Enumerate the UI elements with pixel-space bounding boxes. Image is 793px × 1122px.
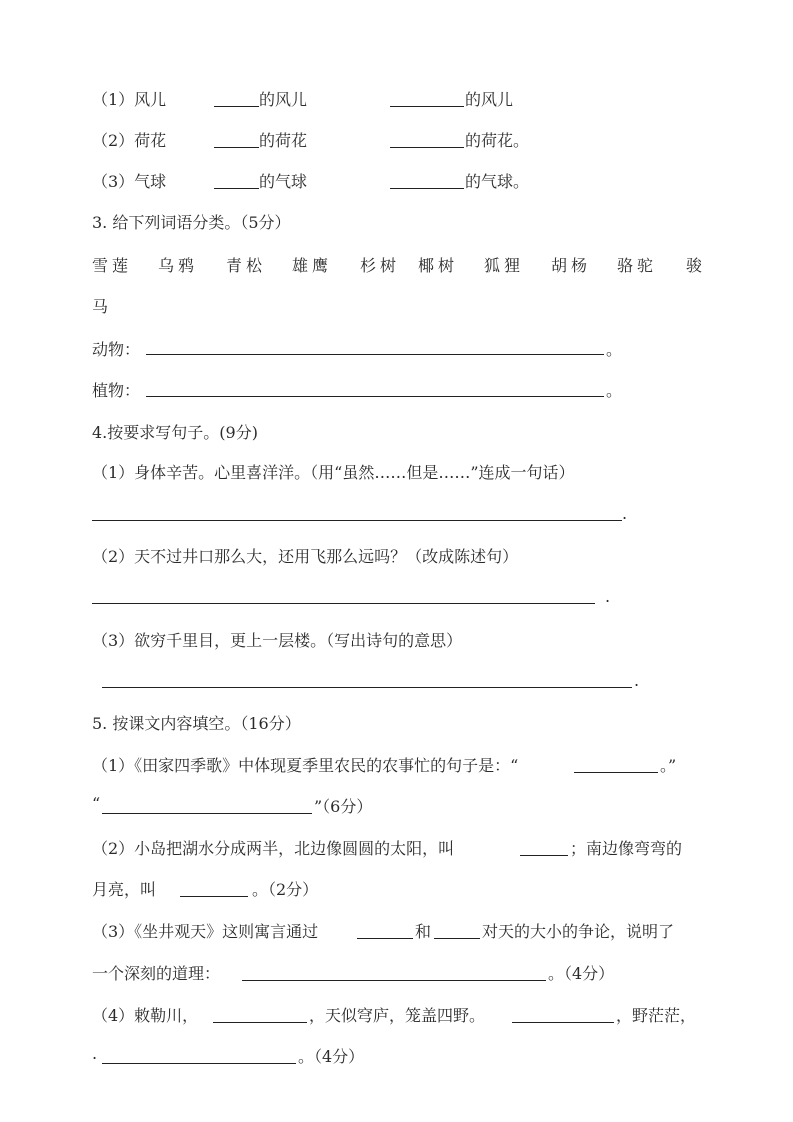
q5-text: ，野茫茫， <box>616 1006 697 1025</box>
q4-sentence-1: （1）身体辛苦。心里喜洋洋。（用“虽然……但是……”连成一句话） <box>92 463 575 482</box>
word-item: 骏 <box>686 256 707 275</box>
q4-answer-line-2[interactable] <box>92 583 595 604</box>
q4-heading: 4.按要求写句子。(9分) <box>92 423 258 442</box>
q2-item-text: 的荷花 <box>259 131 308 150</box>
answer-blank[interactable] <box>180 876 248 897</box>
q5-text: 月亮，叫 <box>92 880 157 899</box>
q2-item-text: 的气球 <box>259 172 308 191</box>
q5-text: 。（2分） <box>252 880 319 899</box>
answer-blank[interactable] <box>390 127 464 148</box>
dot: . <box>605 587 611 606</box>
q5-text: （3）《坐井观天》这则寓言通过 <box>92 922 319 941</box>
q2-item-text: 的荷花。 <box>465 131 530 150</box>
q4-answer-line-1[interactable] <box>92 500 622 521</box>
q2-item-text: 的风儿 <box>465 90 514 109</box>
period: 。 <box>606 340 623 359</box>
q2-item-text: 的气球。 <box>465 172 530 191</box>
word-item: 狐狸 <box>484 256 525 275</box>
q4-sentence-3: （3）欲穷千里目，更上一层楼。（写出诗句的意思） <box>92 631 463 650</box>
answer-blank[interactable] <box>102 793 312 814</box>
answer-blank[interactable] <box>520 835 568 856</box>
answer-blank[interactable] <box>390 86 464 107</box>
answer-blank[interactable] <box>357 918 413 939</box>
q5-text: ，天似穹庐，笼盖四野。 <box>309 1006 486 1025</box>
word-item: 骆驼 <box>617 256 658 275</box>
word-item: 椰树 <box>418 256 459 275</box>
answer-blank[interactable] <box>214 127 259 148</box>
q5-text: 。（4分） <box>548 964 615 983</box>
plant-answer-line[interactable] <box>146 376 604 397</box>
q2-item-label: （1）风儿 <box>92 90 167 109</box>
answer-blank[interactable] <box>213 1002 307 1023</box>
q4-answer-line-3[interactable] <box>102 667 632 688</box>
q5-text: “ <box>92 794 101 813</box>
dot: . <box>622 504 628 523</box>
q5-text: （2）小岛把湖水分成两半，北边像圆圆的太阳，叫 <box>92 839 455 858</box>
q5-text: 一个深刻的道理： <box>92 964 221 983</box>
q3-heading: 3. 给下列词语分类。（5分） <box>92 213 291 232</box>
answer-blank[interactable] <box>214 86 259 107</box>
word-item: 乌鸦 <box>158 256 199 275</box>
answer-blank[interactable] <box>390 168 464 189</box>
word-item: 青松 <box>226 256 267 275</box>
plant-label: 植物： <box>92 381 141 400</box>
animal-answer-line[interactable] <box>146 334 604 355</box>
word-item: 雪莲 <box>92 256 133 275</box>
q2-item-label: （3）气球 <box>92 172 167 191</box>
word-item: 马 <box>92 297 113 316</box>
q5-text: 。” <box>660 756 677 775</box>
q4-sentence-2: （2）天不过井口那么大，还用飞那么远吗？（改成陈述句） <box>92 547 519 566</box>
q5-text: （4）敕勒川， <box>92 1006 199 1025</box>
answer-blank[interactable] <box>434 918 480 939</box>
animal-label: 动物： <box>92 340 141 359</box>
period: 。 <box>606 381 623 400</box>
word-item: 杉树 <box>360 256 401 275</box>
word-item: 胡杨 <box>551 256 592 275</box>
q5-text: ；南边像弯弯的 <box>570 839 683 858</box>
q5-heading: 5. 按课文内容填空。（16分） <box>92 714 301 733</box>
q5-text: 对天的大小的争论，说明了 <box>482 922 675 941</box>
q5-text: （1）《田家四季歌》中体现夏季里农民的农事忙的句子是：“ <box>92 756 519 775</box>
answer-blank[interactable] <box>574 752 658 773</box>
q5-text: ”（6分） <box>314 797 373 816</box>
answer-blank[interactable] <box>512 1002 614 1023</box>
q2-item-label: （2）荷花 <box>92 131 167 150</box>
answer-blank[interactable] <box>214 168 259 189</box>
q5-text: 和 <box>415 922 432 941</box>
q5-text: 。（4分） <box>298 1047 365 1066</box>
q2-item-text: 的风儿 <box>259 90 308 109</box>
dot: . <box>634 671 640 690</box>
answer-blank[interactable] <box>242 960 546 981</box>
answer-blank[interactable] <box>102 1043 296 1064</box>
word-item: 雄鹰 <box>292 256 333 275</box>
q5-text: . <box>92 1044 98 1063</box>
